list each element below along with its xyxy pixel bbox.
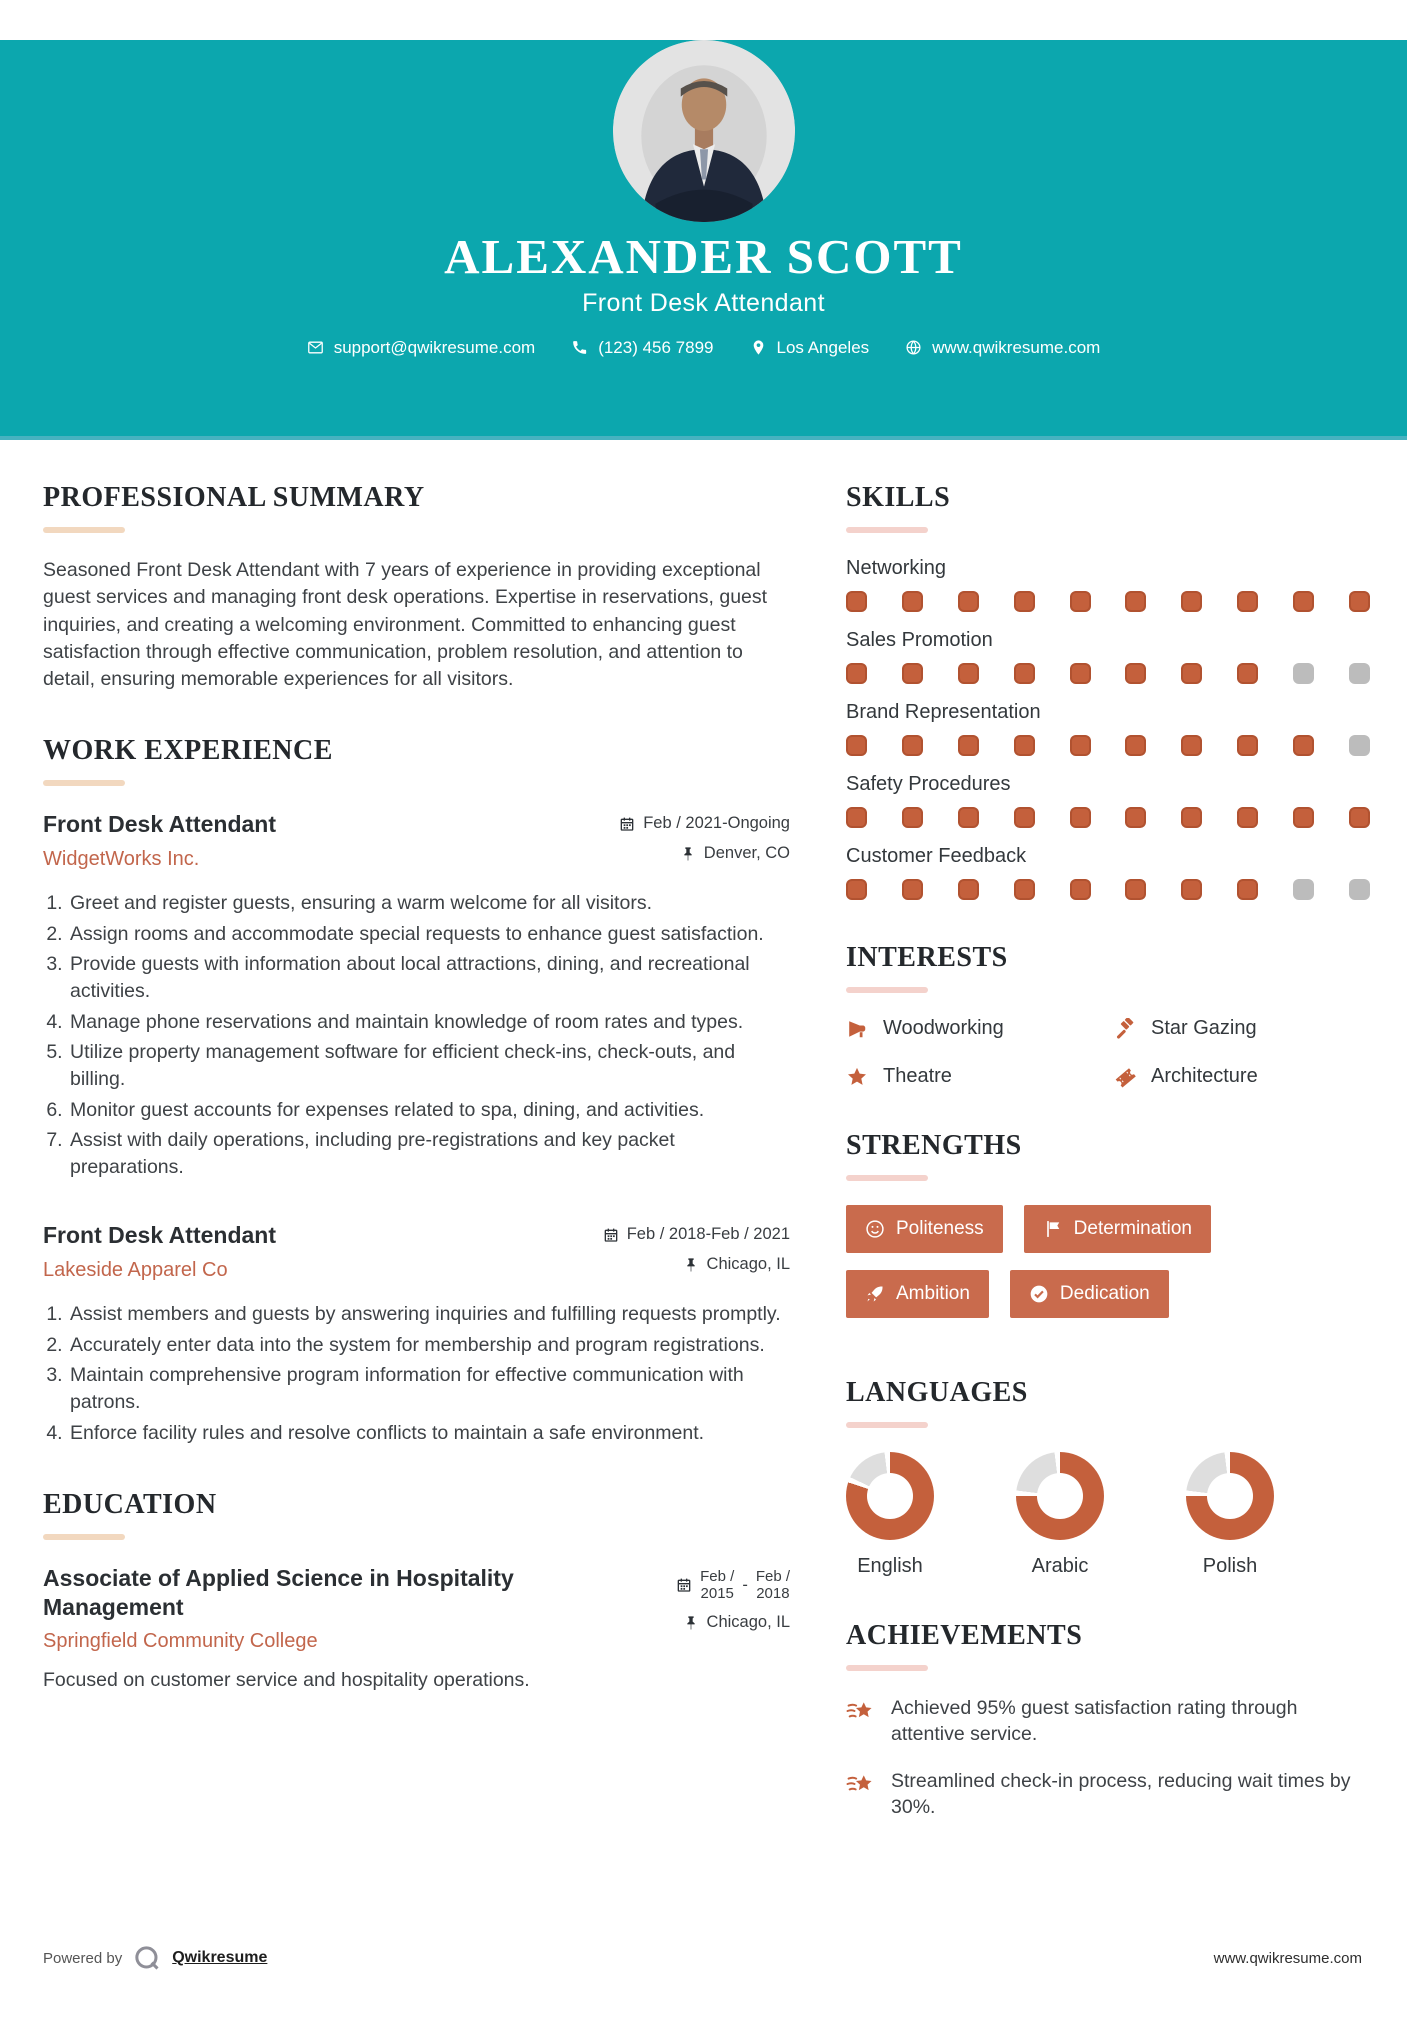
heading-underline — [846, 1665, 928, 1671]
interest-item — [846, 1017, 1102, 1040]
calendar-icon — [676, 1577, 692, 1593]
skills-heading: SKILLS — [846, 482, 951, 513]
skill-dot — [1237, 807, 1258, 828]
skill-dot — [1125, 591, 1146, 612]
achievements-list — [846, 1695, 1370, 1820]
skill-item — [846, 773, 1370, 828]
qwikresume-link[interactable]: Qwikresume — [172, 1949, 268, 1966]
strength-badge — [846, 1205, 1003, 1253]
contact-bar — [0, 338, 1407, 358]
job-location-text: Denver, CO — [703, 844, 790, 863]
contact-email-text: support@qwikresume.com — [333, 337, 536, 357]
contact-website-text: www.qwikresume.com — [932, 337, 1101, 357]
skill-item — [846, 701, 1370, 756]
header — [0, 40, 1407, 440]
skill-name: Safety Procedures — [846, 773, 1011, 795]
skill-dot — [1014, 591, 1035, 612]
heading-underline — [846, 1175, 928, 1181]
job-duties — [43, 890, 790, 1181]
skill-dot — [958, 879, 979, 900]
skill-dot — [846, 591, 867, 612]
achievement-item — [846, 1695, 1370, 1748]
skill-dot — [902, 735, 923, 756]
skill-item — [846, 629, 1370, 684]
skill-name: Brand Representation — [846, 701, 1041, 723]
skill-dots — [846, 735, 1370, 756]
candidate-title: Front Desk Attendant — [582, 288, 825, 317]
language-donut — [1016, 1452, 1104, 1540]
skill-dot — [1014, 735, 1035, 756]
strength-badge — [846, 1270, 989, 1318]
heading-underline — [846, 1422, 928, 1428]
contact-email[interactable] — [307, 338, 536, 358]
skill-dot — [1125, 663, 1146, 684]
heading-underline — [846, 527, 928, 533]
candidate-name: ALEXANDER SCOTT — [444, 229, 963, 284]
ticket-icon — [1114, 1066, 1136, 1088]
skill-dot — [1014, 879, 1035, 900]
skill-dot — [1181, 735, 1202, 756]
skill-dots — [846, 663, 1370, 684]
skill-item — [846, 557, 1370, 612]
skill-dot — [1293, 879, 1314, 900]
skills-list — [846, 557, 1370, 900]
achievements-heading: ACHIEVEMENTS — [846, 1620, 1083, 1651]
work-entry — [43, 1221, 790, 1446]
education-date-end — [756, 1568, 790, 1603]
skill-dot — [1293, 735, 1314, 756]
footer-branding — [43, 1944, 267, 1972]
skill-dot — [1014, 807, 1035, 828]
duty-item: 4. Enforce facility rules and resolve conflicts to maintain a safe environment. — [68, 1420, 790, 1447]
duty-item: 7. Assist with daily operations, including pre-registrations and key packet preparations. — [68, 1127, 790, 1182]
job-dates — [603, 1225, 790, 1244]
strength-label: Politeness — [896, 1218, 984, 1239]
heading-underline — [43, 1534, 125, 1540]
strength-label: Ambition — [896, 1283, 970, 1304]
mail-icon — [307, 339, 324, 356]
skill-dot — [958, 663, 979, 684]
strength-label: Dedication — [1059, 1283, 1150, 1304]
skill-dot — [846, 735, 867, 756]
education-heading: EDUCATION — [43, 1488, 217, 1520]
skills-section — [846, 482, 1370, 900]
skill-dot — [1237, 591, 1258, 612]
language-donut — [1186, 1452, 1274, 1540]
strength-badge — [1010, 1270, 1169, 1318]
skill-dot — [1349, 735, 1370, 756]
pushpin-icon — [683, 1615, 699, 1631]
work-entry — [43, 810, 790, 1181]
map-pin-icon — [750, 339, 767, 356]
skill-dots — [846, 591, 1370, 612]
skill-dot — [1070, 735, 1091, 756]
skill-dot — [1181, 591, 1202, 612]
job-location — [619, 844, 790, 863]
skill-name: Customer Feedback — [846, 845, 1027, 867]
footer — [0, 1944, 1407, 1972]
smiley-icon — [865, 1219, 885, 1239]
skill-dot — [1237, 735, 1258, 756]
degree-title: Associate of Applied Science in Hospitality Management — [43, 1564, 514, 1620]
powered-by-label: Powered by — [43, 1949, 123, 1967]
contact-location-text: Los Angeles — [776, 337, 870, 357]
resume-page — [0, 40, 1407, 1967]
skill-dot — [1237, 879, 1258, 900]
left-column — [43, 482, 790, 1862]
rocket-icon — [865, 1284, 885, 1304]
skill-dot — [1349, 807, 1370, 828]
star-icon — [846, 1066, 868, 1088]
interests-list — [846, 1017, 1370, 1088]
heading-underline — [43, 780, 125, 786]
skill-dot — [1070, 879, 1091, 900]
education-date-end-year: 2018 — [756, 1585, 790, 1603]
phone-icon — [571, 339, 588, 356]
pushpin-icon — [680, 846, 696, 862]
footer-website-link[interactable]: www.qwikresume.com — [1213, 1949, 1362, 1967]
skill-dot — [1125, 807, 1146, 828]
interest-item — [846, 1065, 1102, 1088]
job-duties — [43, 1301, 790, 1446]
contact-location — [750, 338, 870, 358]
work-section — [43, 735, 790, 1446]
skill-dot — [846, 879, 867, 900]
languages-heading: LANGUAGES — [846, 1377, 1028, 1408]
duty-item: 3. Provide guests with information about local attractions, dining, and recreational activities. — [68, 951, 790, 1006]
duty-item: 1. Greet and register guests, ensuring a warm welcome for all visitors. — [68, 890, 790, 917]
qwikresume-logo-icon — [133, 1944, 161, 1972]
interest-item — [1114, 1017, 1370, 1040]
education-entry — [43, 1564, 790, 1695]
interest-label: Woodworking — [883, 1017, 1004, 1039]
job-location — [603, 1255, 790, 1274]
skill-dot — [1349, 879, 1370, 900]
duty-item: 5. Utilize property management software for efficient check-ins, check-outs, and billing. — [68, 1039, 790, 1094]
achievement-text: Streamlined check-in process, reducing wait times by 30%. — [891, 1769, 1351, 1818]
job-dates-text: Feb / 2021-Ongoing — [643, 814, 790, 833]
skill-dot — [1349, 591, 1370, 612]
strengths-section — [846, 1130, 1370, 1335]
skill-item — [846, 845, 1370, 900]
education-section — [43, 1489, 790, 1695]
skill-dot — [1070, 591, 1091, 612]
skill-dot — [1349, 663, 1370, 684]
strengths-heading: STRENGTHS — [846, 1130, 1022, 1161]
interest-item — [1114, 1065, 1370, 1088]
language-item — [1186, 1452, 1274, 1578]
language-donut — [846, 1452, 934, 1540]
skill-dot — [1070, 807, 1091, 828]
pushpin-icon — [683, 1257, 699, 1273]
interests-heading: INTERESTS — [846, 942, 1008, 973]
strengths-list — [846, 1205, 1370, 1335]
duty-item: 2. Assign rooms and accommodate special requests to enhance guest satisfaction. — [68, 921, 790, 948]
job-title: Front Desk Attendant — [43, 811, 276, 838]
strength-badge — [1024, 1205, 1211, 1253]
strength-label: Determination — [1073, 1218, 1192, 1239]
skill-dot — [902, 591, 923, 612]
interest-label: Theatre — [883, 1065, 952, 1087]
skill-dot — [1014, 663, 1035, 684]
school-name: Springfield Community College — [43, 1630, 318, 1653]
language-item — [1016, 1452, 1104, 1578]
summary-text: Seasoned Front Desk Attendant with 7 years of experience in providing exceptional guest services and managing front desk operations. Expertise in reservations, guest inquiries, and creating a welcoming environment. Committed to enhancing guest satisfaction through effective communication, problem resolution, and attention to detail, ensuring memorable experiences for all visitors. — [43, 559, 768, 691]
job-dates-text: Feb / 2018-Feb / 2021 — [626, 1225, 790, 1244]
skill-dot — [1293, 663, 1314, 684]
globe-icon — [905, 339, 922, 356]
skill-dot — [902, 807, 923, 828]
contact-website[interactable] — [905, 338, 1100, 358]
contact-phone-text: (123) 456 7899 — [598, 337, 714, 357]
skill-dot — [958, 807, 979, 828]
education-date-start-month: Feb / — [700, 1567, 735, 1585]
achievements-section — [846, 1620, 1370, 1820]
skill-dot — [1125, 879, 1146, 900]
summary-heading: PROFESSIONAL SUMMARY — [43, 482, 425, 513]
achievement-item — [846, 1768, 1370, 1821]
interest-label: Architecture — [1151, 1065, 1258, 1087]
skill-dot — [1181, 807, 1202, 828]
skill-dots — [846, 879, 1370, 900]
right-column — [846, 482, 1370, 1862]
work-entries — [43, 810, 790, 1446]
languages-list — [846, 1452, 1370, 1578]
languages-section — [846, 1377, 1370, 1578]
skill-dot — [1237, 663, 1258, 684]
skill-dot — [902, 663, 923, 684]
education-note: Focused on customer service and hospitality operations. — [43, 1669, 530, 1692]
education-date-start-year: 2015 — [700, 1585, 734, 1603]
language-name: English — [857, 1555, 923, 1577]
gavel-icon — [1114, 1018, 1136, 1040]
language-name: Arabic — [1031, 1555, 1089, 1577]
education-location — [676, 1613, 790, 1632]
company-name: Lakeside Apparel Co — [43, 1259, 228, 1282]
duty-item: 2. Accurately enter data into the system for membership and program registrations. — [68, 1332, 790, 1359]
main-content — [0, 440, 1407, 1862]
megaphone-icon — [846, 1018, 868, 1040]
skill-dot — [1070, 663, 1091, 684]
shooting-star-icon — [846, 1771, 875, 1797]
education-location-text: Chicago, IL — [706, 1613, 790, 1632]
interest-label: Star Gazing — [1151, 1017, 1257, 1039]
contact-phone[interactable] — [571, 338, 713, 358]
job-title: Front Desk Attendant — [43, 1222, 276, 1249]
skill-dot — [1181, 663, 1202, 684]
heading-underline — [846, 987, 928, 993]
flag-icon — [1043, 1219, 1063, 1239]
achievement-text: Achieved 95% guest satisfaction rating through attentive service. — [891, 1697, 1298, 1746]
calendar-icon — [619, 816, 635, 832]
education-dates — [676, 1568, 790, 1603]
education-date-end-month: Feb / — [755, 1567, 790, 1585]
shooting-star-icon — [846, 1698, 875, 1724]
skill-dot — [1181, 879, 1202, 900]
skill-dot — [1293, 807, 1314, 828]
summary-section — [43, 482, 790, 693]
language-name: Polish — [1202, 1555, 1258, 1577]
education-date-start — [700, 1568, 734, 1603]
skill-dot — [846, 663, 867, 684]
profile-photo — [613, 40, 795, 222]
skill-dot — [902, 879, 923, 900]
duty-item: 6. Monitor guest accounts for expenses related to spa, dining, and activities. — [68, 1097, 790, 1124]
language-item — [846, 1452, 934, 1578]
duty-item: 3. Maintain comprehensive program information for effective communication with patrons. — [68, 1362, 790, 1417]
heading-underline — [43, 527, 125, 533]
company-name: WidgetWorks Inc. — [43, 848, 200, 871]
check-circle-icon — [1029, 1284, 1049, 1304]
job-dates — [619, 814, 790, 833]
skill-dots — [846, 807, 1370, 828]
duty-item: 1. Assist members and guests by answering inquiries and fulfilling requests promptly. — [68, 1301, 790, 1328]
skill-dot — [846, 807, 867, 828]
skill-dot — [1293, 591, 1314, 612]
interests-section — [846, 942, 1370, 1088]
work-heading: WORK EXPERIENCE — [43, 735, 333, 767]
skill-dot — [958, 591, 979, 612]
skill-name: Networking — [846, 557, 947, 579]
duty-item: 4. Manage phone reservations and maintain knowledge of room rates and types. — [68, 1009, 790, 1036]
skill-name: Sales Promotion — [846, 629, 993, 651]
skill-dot — [1125, 735, 1146, 756]
education-date-separator: - — [742, 1575, 748, 1594]
skill-dot — [958, 735, 979, 756]
job-location-text: Chicago, IL — [706, 1255, 790, 1274]
profile-photo-image — [613, 40, 795, 222]
calendar-icon — [603, 1227, 619, 1243]
